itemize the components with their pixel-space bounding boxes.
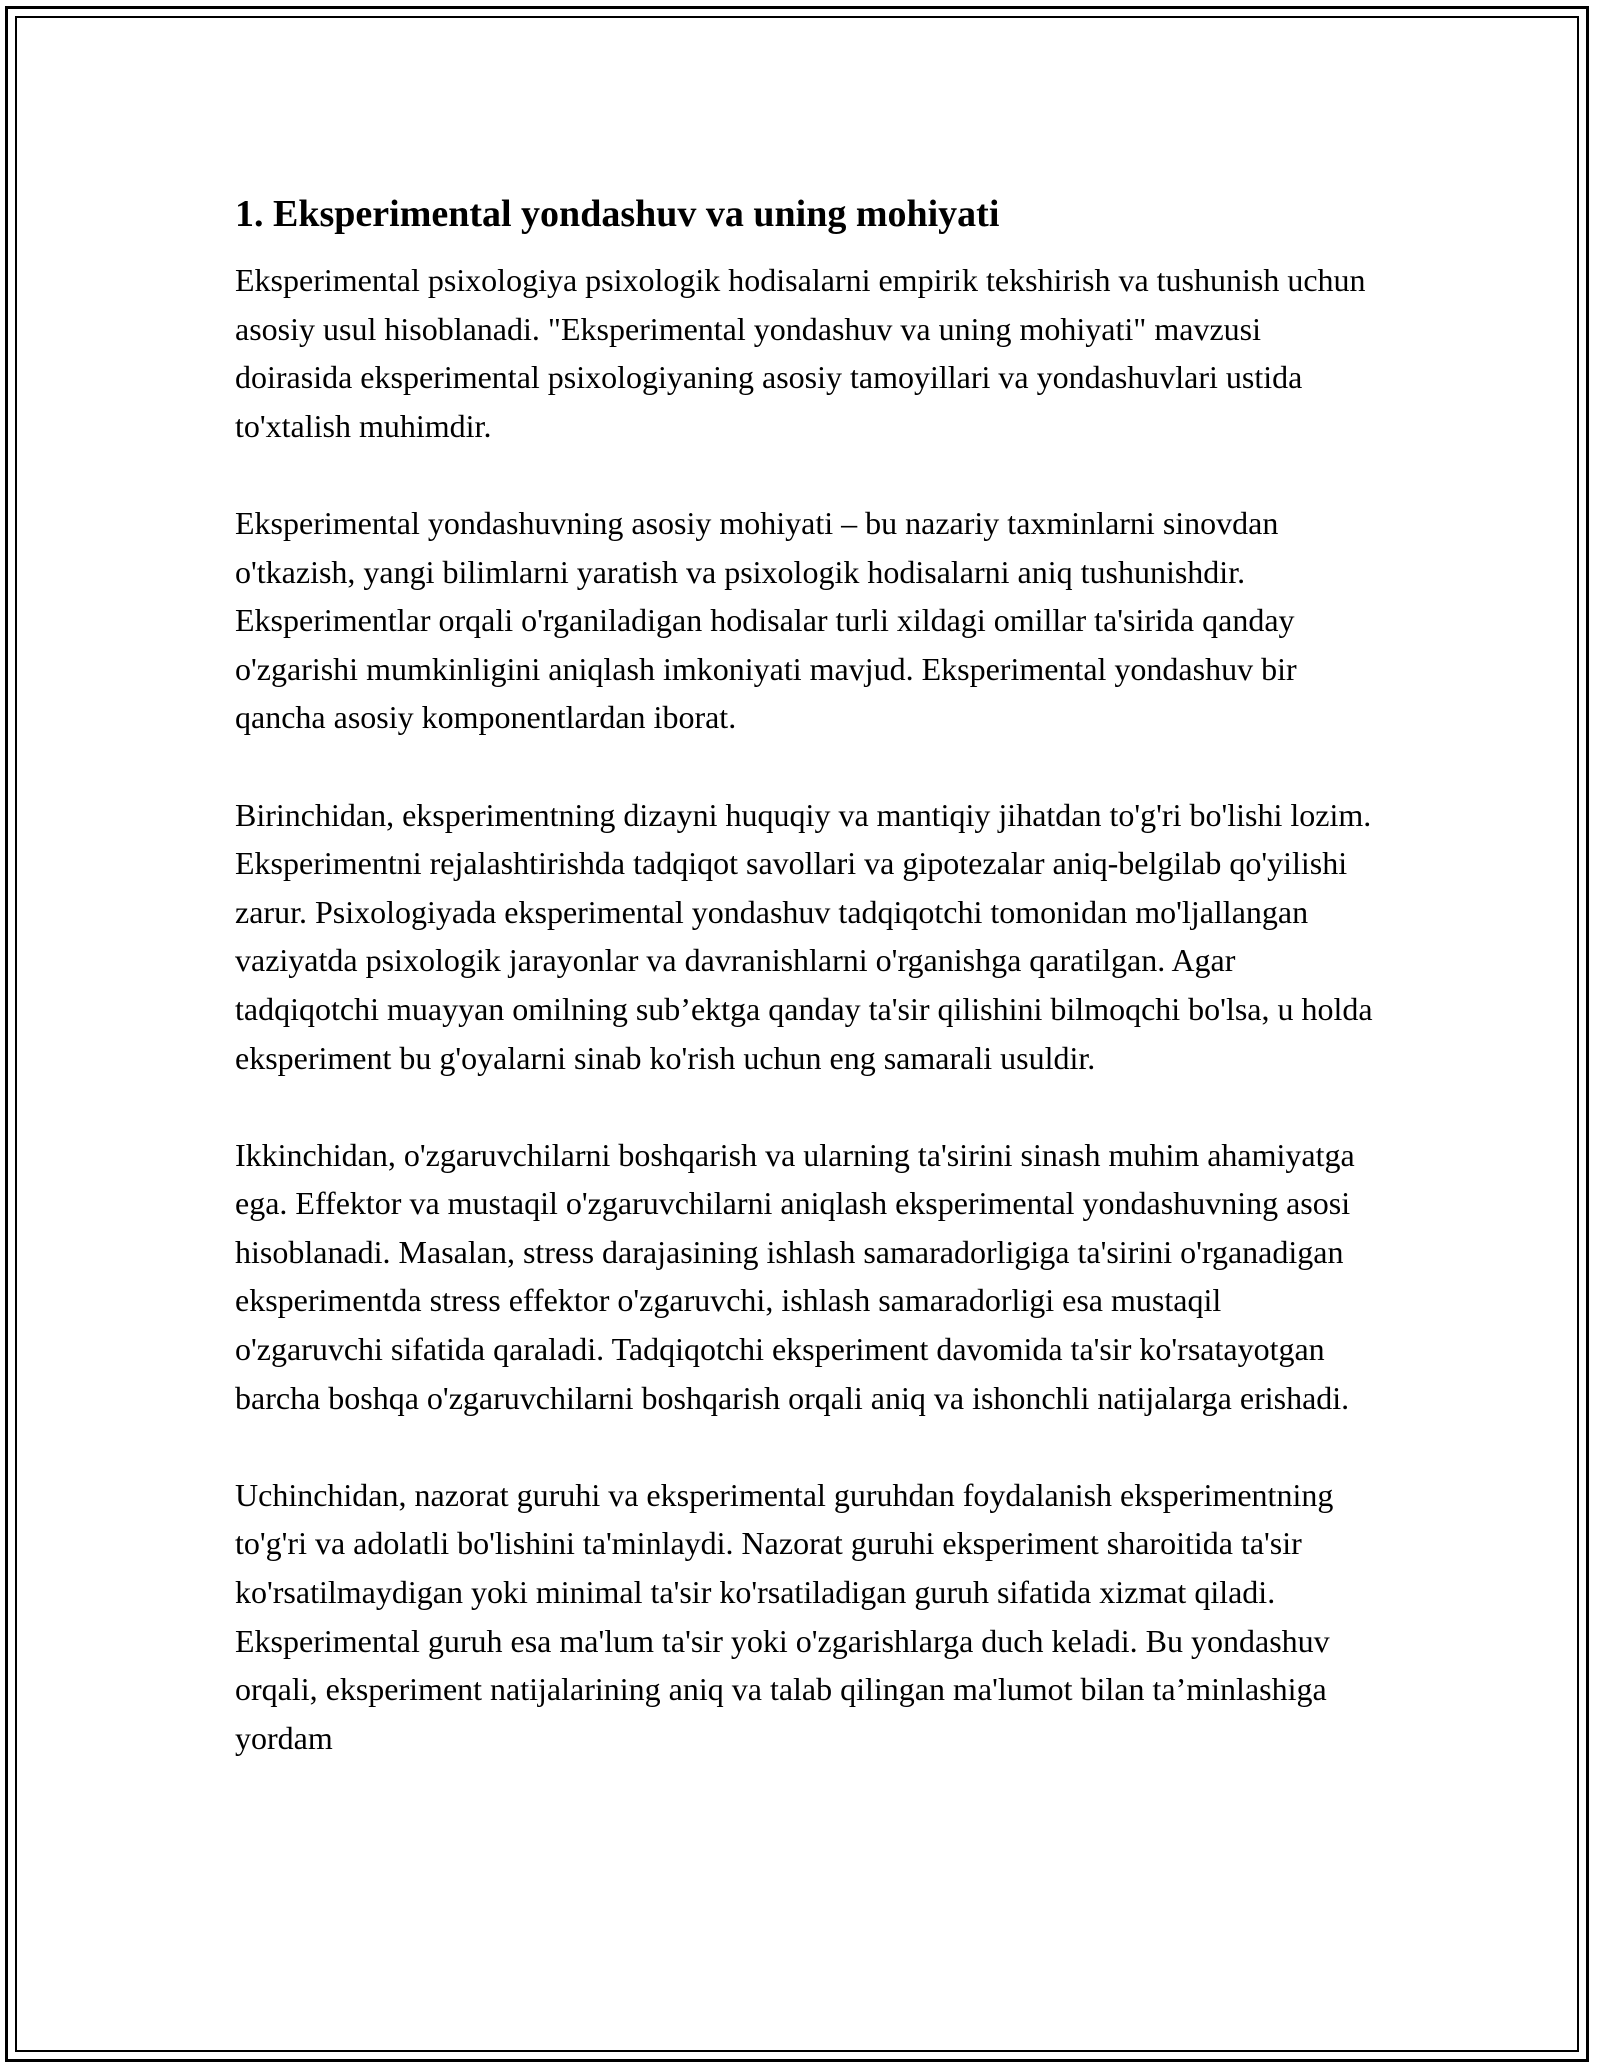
paragraph-5: Uchinchidan, nazorat guruhi va eksperimental guruhdan foydalanish eksperimentning to'g'ri va adolatli bo'lishini ta'minlaydi. Nazorat guruhi eksperiment sharoitida ta'sir ko'rsatilmaydigan yoki minimal ta'sir ko'rsatiladigan guruh sifatida xizmat qiladi. Eksperimental guruh esa ma'lum ta'sir yoki o'zgarishlarga duch keladi. Bu yondashuv orqali, eksperiment natijalarining aniq va talab qilingan ma'lumot bilan ta’minlashiga yordam bbox=[235, 1476, 1334, 1756]
paragraph-2: Eksperimental yondashuvning asosiy mohiyati – bu nazariy taxminlarni sinovdan o'tkazish, yangi bilimlarni yaratish va psixologik hodisalarni aniq tushunishdir. Eksperimentlar orqali o'rganiladigan hodisalar turli xildagi omillar ta'sirida qanday o'zgarishi mumkinligini aniqlash imkoniyati mavjud. Eksperimental yondashuv bir qancha asosiy komponentlardan iborat. bbox=[235, 504, 1297, 736]
paragraph-3: Birinchidan, eksperimentning dizayni huquqiy va mantiqiy jihatdan to'g'ri bo'lishi lozim. Eksperimentni rejalashtirishda tadqiqot savollari va gipotezalar aniq-belgilab qo'yilishi zarur. Psixologiyada eksperimental yondashuv tadqiqotchi tomonidan mo'ljallangan vaziyatda psixologik jarayonlar va davranishlarni o'rganishga qaratilgan. Agar tadqiqotchi muayyan omilning sub’ektga qanday ta'sir qilishini bilmoqchi bo'lsa, u holda eksperiment bu g'oyalarni sinab ko'rish uchun eng samarali usuldir. bbox=[235, 796, 1373, 1076]
paragraph-1: Eksperimental psixologiya psixologik hodisalarni empirik tekshirish va tushunish uchun asosiy usul hisoblanadi. "Eksperimental yondashuv va uning mohiyati" mavzusi doirasida eksperimental psixologiyaning asosiy tamoyillari va yondashuvlari ustida to'xtalish muhimdir. bbox=[235, 262, 1366, 444]
section-heading: 1. Eksperimental yondashuv va uning mohiyati bbox=[235, 193, 1000, 235]
paragraph-4: Ikkinchidan, o'zgaruvchilarni boshqarish va ularning ta'sirini sinash muhim ahamiyatga ega. Effektor va mustaqil o'zgaruvchilarni aniqlash eksperimental yondashuvning asosi hisoblanadi. Masalan, stress darajasining ishlash samaradorligiga ta'sirini o'rganadigan eksperimentda stress effektor o'zgaruvchi, ishlash samaradorligi esa mustaqil o'zgaruvchi sifatida qaraladi. Tadqiqotchi eksperiment davomida ta'sir ko'rsatayotgan barcha boshqa o'zgaruvchilarni boshqarish orqali aniq va ishonchli natijalarga erishadi. bbox=[235, 1136, 1355, 1416]
document-body bbox=[235, 186, 1375, 1811]
